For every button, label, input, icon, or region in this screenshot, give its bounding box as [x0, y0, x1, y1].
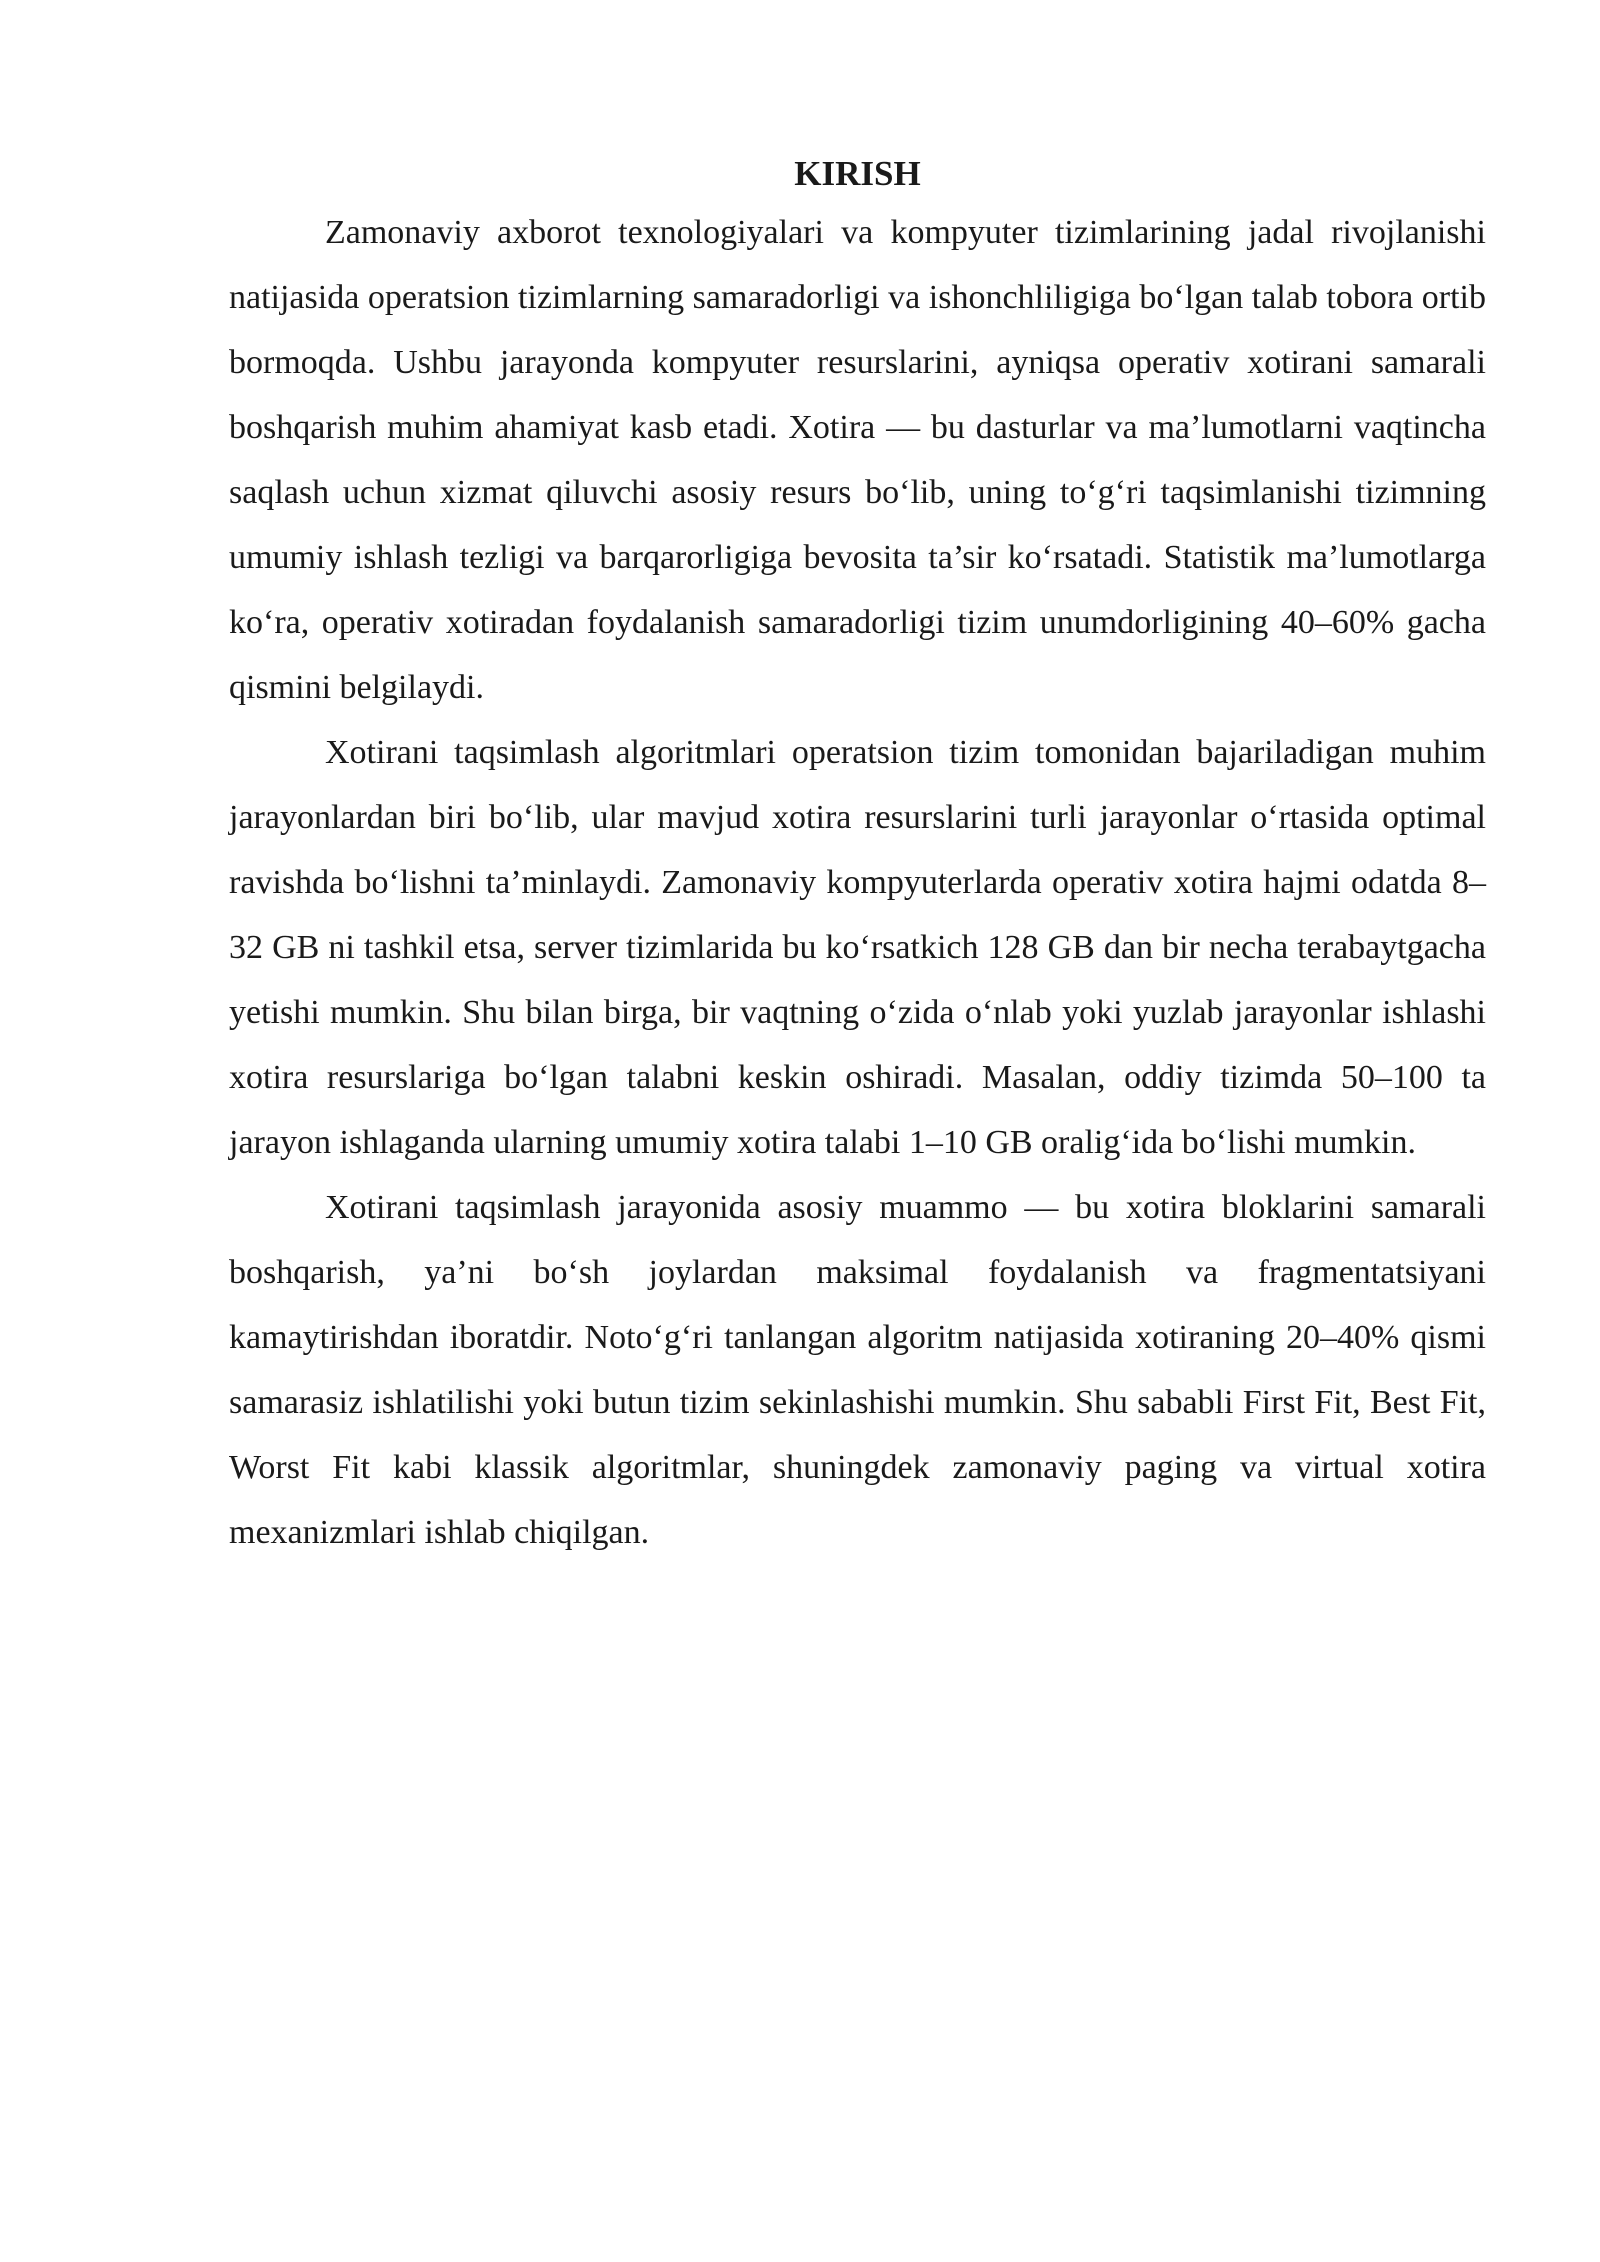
paragraph-3: Xotirani taqsimlash jarayonida asosiy muammo — bu xotira bloklarini samarali boshqarish, ya’ni bo‘sh joylardan maksimal foydalanish va fragmentatsiyani kamaytirishdan iboratdir. Noto‘g‘ri tanlangan algoritm natijasida xotiraning 20–40% qismi samarasiz ishlatilishi yoki butun tizim sekinlashishi mumkin. Shu sababli First Fit, Best Fit, Worst Fit kabi klassik algoritmlar, shuningdek zamonaviy paging va virtual xotira mexanizmlari ishlab chiqilgan.: [229, 1189, 1486, 1551]
paragraph-1: Zamonaviy axborot texnologiyalari va kompyuter tizimlarining jadal rivojlanishi natijasida operatsion tizimlarning samaradorligi va ishonchliligiga bo‘lgan talab tobora ortib bormoqda. Ushbu jarayonda kompyuter resurslarini, ayniqsa operativ xotirani samarali boshqarish muhim ahamiyat kasb etadi. Xotira — bu dasturlar va ma’lumotlarni vaqtincha saqlash uchun xizmat qiluvchi asosiy resurs bo‘lib, uning to‘g‘ri taqsimlanishi tizimning umumiy ishlash tezligi va barqarorligiga bevosita ta’sir ko‘rsatadi. Statistik ma’lumotlarga ko‘ra, operativ xotiradan foydalanish samaradorligi tizim unumdorligining 40–60% gacha qismini belgilaydi.: [229, 214, 1486, 706]
section-title: KIRISH: [794, 154, 921, 193]
paragraph-2: Xotirani taqsimlash algoritmlari operatsion tizim tomonidan bajariladigan muhim jarayonlardan biri bo‘lib, ular mavjud xotira resurslarini turli jarayonlar o‘rtasida optimal ravishda bo‘lishni ta’minlaydi. Zamonaviy kompyuterlarda operativ xotira hajmi odatda 8–32 GB ni tashkil etsa, server tizimlarida bu ko‘rsatkich 128 GB dan bir necha terabaytgacha yetishi mumkin. Shu bilan birga, bir vaqtning o‘zida o‘nlab yoki yuzlab jarayonlar ishlashi xotira resurslariga bo‘lgan talabni keskin oshiradi. Masalan, oddiy tizimda 50–100 ta jarayon ishlaganda ularning umumiy xotira talabi 1–10 GB oralig‘ida bo‘lishi mumkin.: [229, 734, 1486, 1161]
document-body: [229, 148, 1486, 1565]
